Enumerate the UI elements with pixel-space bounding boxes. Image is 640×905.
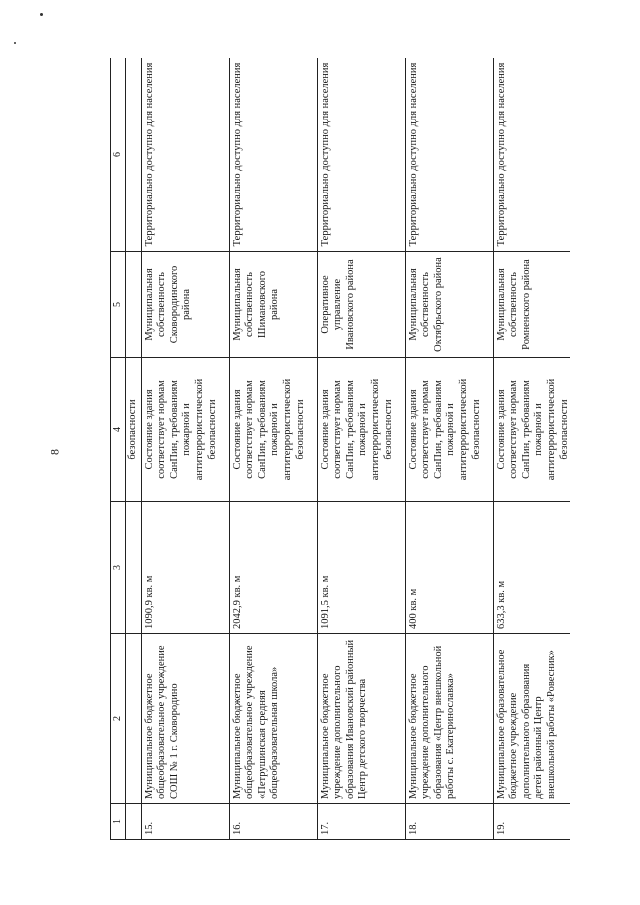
ownership: Муниципальная собственность Сковородинского района xyxy=(141,252,229,358)
continuation-text: безопасности xyxy=(126,358,142,502)
table-row xyxy=(229,58,317,840)
header-row xyxy=(111,58,126,840)
table-row xyxy=(405,58,493,840)
header-cell: 2 xyxy=(111,634,126,804)
continuation-row xyxy=(126,58,142,840)
building-condition: Состояние здания соответствует нормам СанПин, требованиям пожарной и антитеррористической безопасности xyxy=(141,358,229,502)
accessibility: Территориально доступно для населения xyxy=(317,58,405,252)
header-cell: 6 xyxy=(111,58,126,252)
accessibility: Территориально доступно для населения xyxy=(141,58,229,252)
table-row xyxy=(493,58,570,840)
accessibility: Территориально доступно для населения xyxy=(493,58,570,252)
table-row xyxy=(317,58,405,840)
header-cell: 5 xyxy=(111,252,126,358)
header-cell: 4 xyxy=(111,358,126,502)
building-condition: Состояние здания соответствует нормам СанПин, требованиям пожарной и антитеррористической безопасности xyxy=(405,358,493,502)
building-condition: Состояние здания соответствует нормам СанПин, требованиям пожарной и антитеррористической безопасности xyxy=(493,358,570,502)
building-area: 633,3 кв. м xyxy=(493,502,570,634)
row-number: 19. xyxy=(493,804,570,840)
ownership: Муниципальная собственность Октябрьского района xyxy=(405,252,493,358)
building-area: 1090,9 кв. м xyxy=(141,502,229,634)
empty-cell xyxy=(126,634,142,804)
ownership: Муниципальная собственность Шимановского района xyxy=(229,252,317,358)
empty-cell xyxy=(126,252,142,358)
row-number: 16. xyxy=(229,804,317,840)
header-cell: 3 xyxy=(111,502,126,634)
building-area: 1091,5 кв. м xyxy=(317,502,405,634)
institution-name: Муниципальное бюджетное учреждение дополнительного образования «Центр внешкольной работы с. Екатеринославка» xyxy=(405,634,493,804)
row-number: 17. xyxy=(317,804,405,840)
empty-cell xyxy=(126,804,142,840)
header-cell: 1 xyxy=(111,804,126,840)
row-number: 18. xyxy=(405,804,493,840)
building-condition: Состояние здания соответствует нормам СанПин, требованиям пожарной и антитеррористической безопасности xyxy=(229,358,317,502)
scan-speck xyxy=(40,13,43,16)
rotated-table-area xyxy=(110,58,570,840)
institution-name: Муниципальное бюджетное общеобразовательное учреждение СОШ № 1 г. Сковородино xyxy=(141,634,229,804)
ownership: Муниципальная собственность Ромненского района xyxy=(493,252,570,358)
building-condition: Состояние здания соответствует нормам СанПин, требованиям пожарной и антитеррористической безопасности xyxy=(317,358,405,502)
institution-name: Муниципальное образовательное бюджетное учреждение дополнительного образования детей районный Центр внешкольной работы «Ровесник» xyxy=(493,634,570,804)
accessibility: Территориально доступно для населения xyxy=(405,58,493,252)
building-area: 400 кв. м xyxy=(405,502,493,634)
institution-name: Муниципальное бюджетное учреждение дополнительного образования Ивановский районный Центр детского творчества xyxy=(317,634,405,804)
page-number: 8 xyxy=(47,449,62,455)
institution-name: Муниципальное бюджетное общеобразовательное учреждение «Петрушинская средняя общеобразовательная школа» xyxy=(229,634,317,804)
table-row xyxy=(141,58,229,840)
building-area: 2042,9 кв. м xyxy=(229,502,317,634)
empty-cell xyxy=(126,58,142,252)
row-number: 15. xyxy=(141,804,229,840)
scan-speck xyxy=(14,42,16,44)
objects-table xyxy=(110,58,570,840)
accessibility: Территориально доступно для населения xyxy=(229,58,317,252)
empty-cell xyxy=(126,502,142,634)
ownership: Оперативное управление Ивановского района xyxy=(317,252,405,358)
